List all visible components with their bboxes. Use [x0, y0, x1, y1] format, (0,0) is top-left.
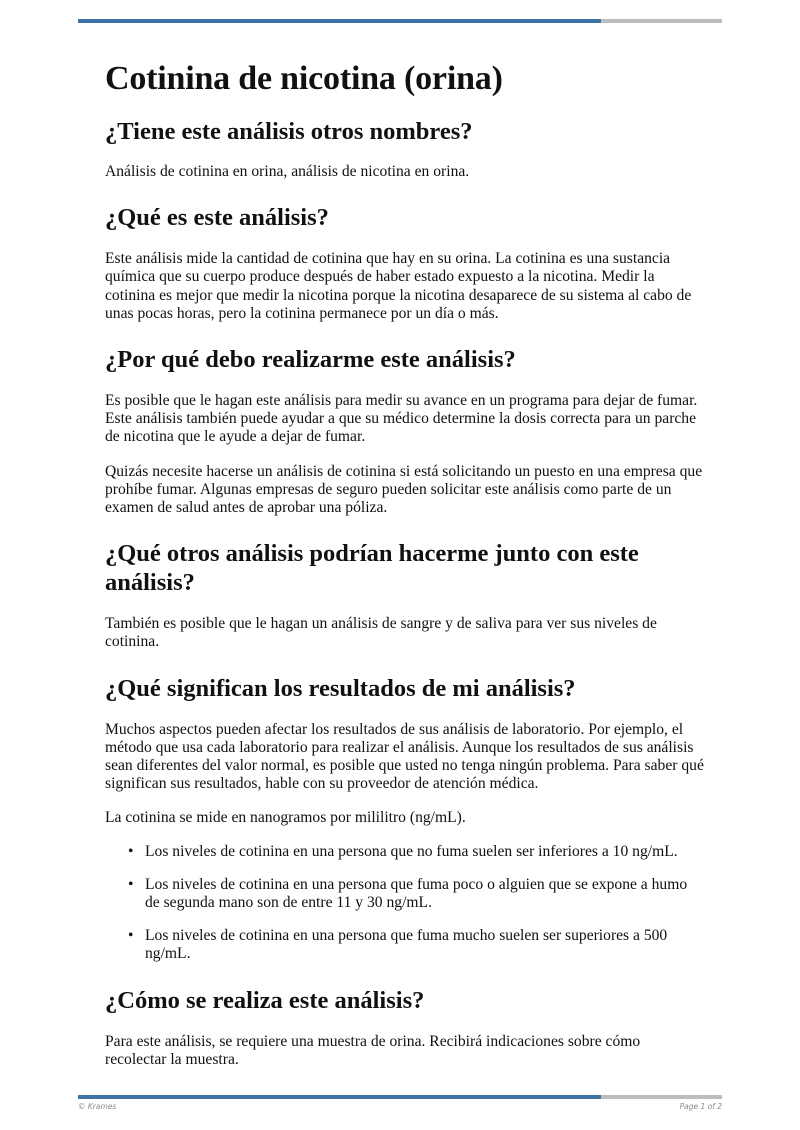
- accent-bar-blue: [78, 19, 601, 23]
- header-accent-bar: [78, 19, 722, 23]
- section-paragraph: Este análisis mide la cantidad de cotinina que hay en su orina. La cotinina es una sustancia química que su cuerpo produce después de haber estado expuesto a la nicotina. Medir la cotinina es mejor que medir la nicotina porque la nicotina desaparece de su sistema al cabo de unas pocas horas, pero la cotinina permanece por un día o más.: [105, 250, 692, 322]
- document-body: [105, 50, 705, 1069]
- section-paragraph: Para este análisis, se requiere una muestra de orina. Recibirá indicaciones sobre cómo recolectar la muestra.: [105, 1032, 641, 1068]
- section-heading-why-test: ¿Por qué debo realizarme este análisis?: [105, 346, 516, 374]
- bullet-icon: •: [128, 842, 134, 860]
- accent-bar-gray: [601, 1095, 722, 1099]
- list-item-text: Los niveles de cotinina en una persona que fuma poco o alguien que se expone a humo de segunda mano son de entre 11 y 30 ng/mL.: [145, 875, 688, 912]
- section-paragraph: También es posible que le hagan un análisis de sangre y de saliva para ver sus niveles de cotinina.: [105, 615, 657, 651]
- list-item: [128, 842, 705, 861]
- bullet-icon: •: [128, 875, 134, 893]
- list-item-text: Los niveles de cotinina en una persona que no fuma suelen ser inferiores a 10 ng/mL.: [145, 842, 678, 860]
- section-heading-other-names: ¿Tiene este análisis otros nombres?: [105, 118, 473, 145]
- footer-accent-bar: [78, 1095, 722, 1099]
- list-item: [128, 927, 705, 963]
- list-item-text: Los niveles de cotinina en una persona que fuma mucho suelen ser superiores a 500 ng/mL.: [145, 927, 668, 963]
- section-heading-what-is-test: ¿Qué es este análisis?: [105, 204, 329, 232]
- page-title: Cotinina de nicotina (orina): [105, 60, 503, 97]
- accent-bar-blue: [78, 1095, 601, 1099]
- section-paragraph: La cotinina se mide en nanogramos por mililitro (ng/mL).: [105, 809, 466, 827]
- results-bullet-list: [105, 843, 705, 964]
- bullet-icon: •: [128, 927, 134, 945]
- section-heading-results: ¿Qué significan los resultados de mi análisis?: [105, 674, 576, 702]
- section-paragraph: Análisis de cotinina en orina, análisis de nicotina en orina.: [105, 163, 470, 180]
- section-paragraph: Es posible que le hagan este análisis para medir su avance en un programa para dejar de fumar. Este análisis también puede ayudar a que su médico determine la dosis correcta para un parche de nicotina que le ayude a dejar de fumar.: [105, 392, 698, 446]
- section-paragraph: Muchos aspectos pueden afectar los resultados de sus análisis de laboratorio. Por ejemplo, el método que usa cada laboratorio para realizar el análisis. Aunque los resultados de sus análisis sean diferentes del valor normal, es posible que usted no tenga ningún problema. Para saber qué significan sus resultados, hable con su proveedor de atención médica.: [105, 720, 704, 793]
- page-footer: [78, 1102, 722, 1111]
- section-heading-how-performed: ¿Cómo se realiza este análisis?: [105, 986, 425, 1014]
- page-indicator: Page 1 of 2: [679, 1102, 722, 1111]
- section-paragraph: Quizás necesite hacerse un análisis de cotinina si está solicitando un puesto en una empresa que prohíbe fumar. Algunas empresas de seguro pueden solicitar este análisis como parte de un examen de salud antes de aprobar una póliza.: [105, 462, 703, 517]
- section-heading-other-tests: ¿Qué otros análisis podrían hacerme junto con este análisis?: [105, 540, 639, 597]
- copyright-text: © Krames: [78, 1102, 117, 1111]
- accent-bar-gray: [601, 19, 722, 23]
- list-item: [128, 875, 705, 912]
